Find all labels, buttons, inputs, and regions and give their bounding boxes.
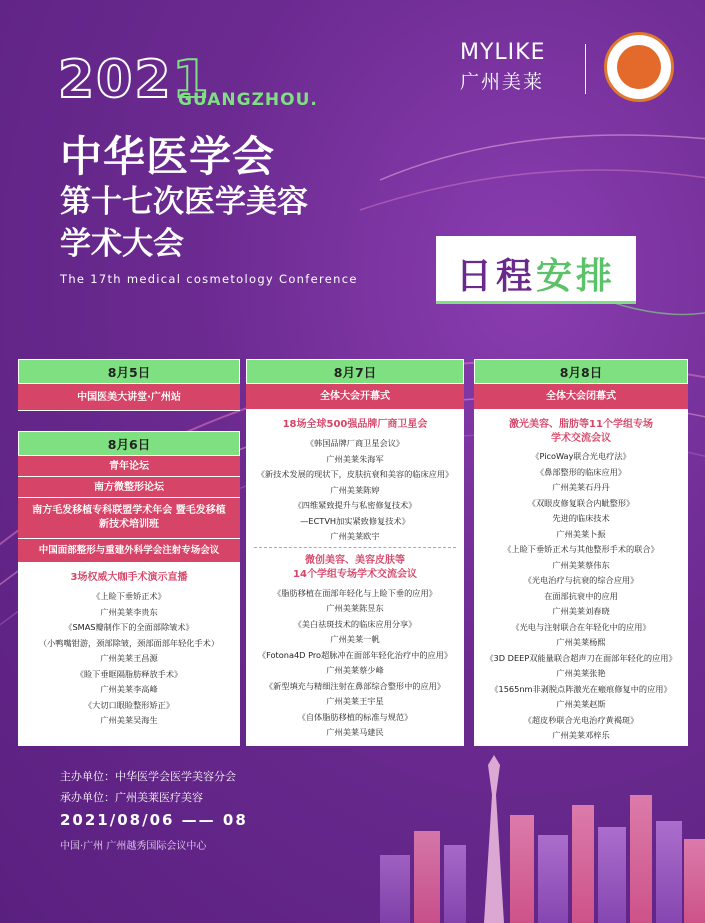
list-item: 《鼻部整形的临床应用》 xyxy=(535,466,627,477)
satellite-title: 18场全球500强品牌厂商卫星会 xyxy=(282,419,428,430)
col-aug6 xyxy=(18,431,240,746)
list-item: 广州美莱李贵东 xyxy=(100,606,158,617)
col-aug7 xyxy=(246,359,464,746)
surgery-title: 3场权威大咖手术演示直播 xyxy=(70,572,188,583)
closing-ceremony: 全体大会闭幕式 xyxy=(474,384,688,410)
list-item: 广州美莱一帆 xyxy=(330,634,380,644)
event-hair-transplant: 南方毛发移植专科联盟学术年会 暨毛发移植新技术培训班 xyxy=(18,498,240,539)
header xyxy=(0,0,705,340)
list-item: 广州美莱蔡少峰 xyxy=(326,665,384,675)
schedule-title: 日程安排 xyxy=(436,236,636,304)
subtitle: The 17th medical cosmetology Conference xyxy=(60,272,358,286)
list-item: 《上睑下垂矫正术与其他整形手术的联合》 xyxy=(503,544,659,554)
list-item: 在面部抗衰中的应用 xyxy=(544,590,618,601)
list-item: 《新技术发展的现状下，皮肤抗衰和美容的临床应用》 xyxy=(256,469,454,479)
list-item: 广州美莱王宇星 xyxy=(326,696,384,706)
list-item: 广州美莱石丹丹 xyxy=(552,482,610,492)
list-item: 《大切口眼睑整形矫正》 xyxy=(83,699,175,710)
list-item: 《光电与注射联合在年轻化中的应用》 xyxy=(511,621,651,632)
list-item: 广州美莱欧宇 xyxy=(330,531,380,541)
event-place: 中国·广州 广州越秀国际会议中心 xyxy=(60,841,207,852)
list-item: 《自体脂肪移植的标准与规范》 xyxy=(297,711,413,722)
date-header-aug5: 8月5日 xyxy=(18,359,240,384)
laser-title: 激光美容、脂肪等11个学组专场 xyxy=(509,419,653,430)
title-line1: 中华医学会 xyxy=(60,132,276,181)
divider xyxy=(254,547,456,548)
date-header-aug7: 8月7日 xyxy=(246,359,464,384)
year-title: 2021 xyxy=(58,50,211,110)
city-label: GUANGZHOU. xyxy=(178,90,318,110)
list-item: 《Fotona4D Pro超脉冲在面部年轻化治疗中的应用》 xyxy=(257,649,453,660)
list-item: 广州美莱马建民 xyxy=(326,727,384,737)
list-item: 广州美莱陈昱东 xyxy=(326,603,384,613)
list-item: 《上睑下垂矫正术》 xyxy=(92,591,166,601)
list-item: 广州美莱邓梓乐 xyxy=(552,730,610,740)
event-aug5: 中国医美大讲堂·广州站 xyxy=(18,384,240,411)
event-date: 2021/08/06 —— 08 xyxy=(60,811,248,829)
event-facial-plastic: 中国面部整形与重建外科学会注射专场会议 xyxy=(18,539,240,563)
list-item: 广州美莱张艳 xyxy=(556,668,606,678)
list-item: 《四维紧致提升与私密修复技术》 xyxy=(293,500,417,510)
list-item: 《美白祛斑技术的临床应用分享》 xyxy=(293,618,417,629)
list-item: 《韩国品牌厂商卫星会议》 xyxy=(305,438,405,448)
list-item: —ECTVH加实紧致修复技术》 xyxy=(300,515,410,526)
title-line3: 学术大会 xyxy=(60,226,184,262)
list-item: 《SMAS瓣制作下的全面部除皱术》 xyxy=(64,622,194,632)
list-item: 广州美莱杨熙 xyxy=(556,637,606,647)
city-skyline-illustration xyxy=(380,735,705,923)
list-item: 《1565nm非剥脱点阵激光在瘢痕修复中的应用》 xyxy=(490,683,672,694)
event-micro-forum: 南方微整形论坛 xyxy=(18,477,240,498)
list-item: 《超皮秒联合光电治疗黄褐斑》 xyxy=(523,714,639,725)
mylike-logo: MYLIKE 广州美莱 xyxy=(460,40,546,93)
list-item: 《光电治疗与抗衰的综合应用》 xyxy=(523,575,639,585)
list-item: 《睑下垂眶隔脂肪释放手术》 xyxy=(75,668,183,679)
list-item: 广州美莱朱海军 xyxy=(326,453,384,464)
laser-title-2: 学术交流会议 xyxy=(551,433,611,444)
list-item: 《双眼皮修复联合内眦整形》 xyxy=(527,497,635,508)
date-header-aug8: 8月8日 xyxy=(474,359,688,384)
list-item: 广州美莱吴海生 xyxy=(100,715,158,725)
list-item: 广州美莱蔡伟东 xyxy=(552,559,610,570)
list-item: 《脂肪移植在面部年轻化与上睑下垂的应用》 xyxy=(273,587,437,598)
list-item: 《新型填充与精细注射在鼻部综合整形中的应用》 xyxy=(264,680,446,691)
host-unit: 主办单位：中华医学会医学美容分会 xyxy=(60,770,236,783)
group-title: 微创美容、美容皮肤等 xyxy=(305,554,405,566)
opening-ceremony: 全体大会开幕式 xyxy=(246,384,464,410)
list-item: 广州美莱赵斯 xyxy=(556,699,606,709)
col-aug8 xyxy=(474,359,688,746)
list-item: 广州美莱卜振 xyxy=(556,528,606,539)
list-item: 先进的临床技术 xyxy=(552,513,610,523)
list-item: 广州美莱王昌源 xyxy=(100,653,158,663)
footer xyxy=(60,768,248,857)
list-item: 广州美莱陈婷 xyxy=(330,484,380,495)
date-header-aug6: 8月6日 xyxy=(18,431,240,456)
list-item: 广州美莱李高峰 xyxy=(100,684,158,694)
title-line2: 第十七次医学美容 xyxy=(60,184,308,220)
event-youth-forum: 青年论坛 xyxy=(18,456,240,477)
logo-divider xyxy=(585,44,586,94)
organizer-unit: 承办单位：广州美莱医疗美容 xyxy=(60,791,203,804)
list-item: 《3D DEEP双能量联合超声刀在面部年轻化的应用》 xyxy=(485,652,677,663)
group-title-2: 14个学组专场学术交流会议 xyxy=(293,568,417,580)
list-item: 广州美莱刘春晓 xyxy=(552,606,610,616)
list-item: 《PicoWay联合光电疗法》 xyxy=(531,451,631,461)
list-item: （小鸭嘴钳游，颈部除皱，颈部面部年轻化手术） xyxy=(38,637,220,648)
association-seal-icon xyxy=(604,32,674,102)
